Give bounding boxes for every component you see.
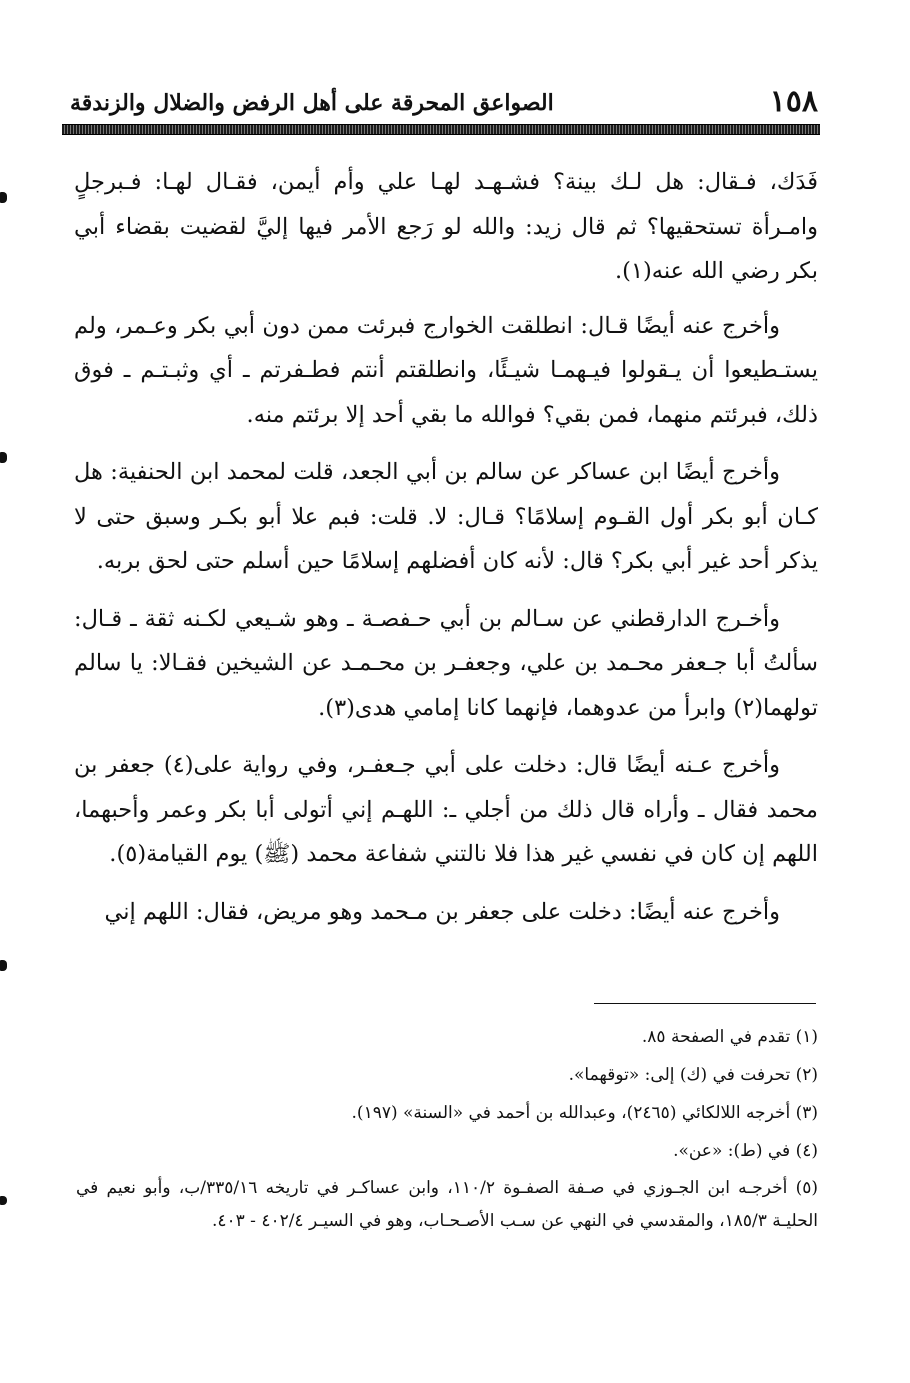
margin-scan-mark bbox=[0, 960, 7, 971]
footnotes bbox=[76, 1020, 818, 1242]
paragraph: وأخرج أيضًا ابن عساكر عن سالم بن أبي الجعد، قلت لمحمد ابن الحنفية: هل كـان أبو بكر أول القـوم إسلامًا؟ قـال: لا. قلت: فبم علا أبو بكـر وسبق حتى لا يذكر أحد غير أبي بكر؟ قال: لأنه كان أفضلهم إسلامًا حين أسلم حتى لحق بربه. bbox=[74, 459, 818, 574]
body-text bbox=[74, 160, 818, 947]
footnote: (٣) أخرجه اللالكائي (٢٤٦٥)، وعبدالله بن أحمد في «السنة» (١٩٧). bbox=[351, 1103, 818, 1123]
footnote: (٤) في (ط): «عن». bbox=[673, 1141, 818, 1161]
margin-scan-mark bbox=[0, 452, 7, 463]
page-number: ١٥٨ bbox=[769, 84, 818, 119]
header-rule bbox=[62, 124, 820, 135]
footnote: (١) تقدم في الصفحة ٨٥. bbox=[641, 1027, 818, 1047]
footnote-rule bbox=[594, 1003, 816, 1004]
paragraph: فَدَك، فـقال: هل لـك بينة؟ فشـهـد لهـا علي وأم أيمن، فقـال لهـا: فـبرجلٍ وامـرأة تستحقيها؟ ثم قال زيد: والله لو رَجع الأمر فيها إليَّ لقضيت بقضاء أبي بكر رضي الله عنه(١). bbox=[74, 169, 818, 284]
footnote: (٥) أخرجـه ابن الجـوزي في صـفة الصفـوة ١١٠/٢، وابن عساكـر في تاريخه ٣٣٥/١٦/ب، وأبو نعيم في الحليـة ١٨٥/٣، والمقدسي في النهي عن سـب الأصـحـاب، وهو في السيـر ٤٠٢/٤ - ٤٠٣. bbox=[76, 1178, 818, 1231]
margin-scan-mark bbox=[0, 192, 7, 203]
running-title: الصواعق المحرقة على أهل الرفض والضلال والزندقة bbox=[70, 90, 554, 116]
margin-scan-mark bbox=[0, 1196, 7, 1205]
paragraph: وأخرج عنه أيضًا قـال: انطلقت الخوارج فبرئت ممن دون أبي بكر وعـمر، ولم يستـطيعوا أن يـقولوا فيـهمـا شيـئًا، وانطلقتم أنتم فطـفرتم ـ أي وثبـتـم ـ فوق ذلك، فبرئتم منهما، فمن بقي؟ فوالله ما بقي أحد إلا برئتم منه. bbox=[74, 312, 818, 428]
paragraph: وأخـرج الدارقطني عن سـالم بن أبي حـفصـة ـ وهو شـيعي لكـنه ثقة ـ قـال: سألتُ أبا جـعفر محـمد بن علي، وجعفـر بن محـمـد عن الشيخين فقـالا: يا سالم تولهما(٢) وابرأ من عدوهما، فإنهما كانا إمامي هدى(٣). bbox=[74, 605, 818, 721]
paragraph: وأخرج عنه أيضًا: دخلت على جعفر بن مـحمد وهو مريض، فقال: اللهم إني bbox=[104, 898, 780, 925]
page-header bbox=[70, 82, 818, 122]
footnote: (٢) تحرفت في (ك) إلى: «توقهما». bbox=[568, 1065, 818, 1085]
paragraph: وأخرج عـنه أيضًا قال: دخلت على أبي جـعفـر، وفي رواية على(٤) جعفر بن محمد فقال ـ وأراه قال ذلك من أجلي ـ: اللهـم إني أتولى أبا بكر وعمر وأحبهما، اللهم إن كان في نفسي غير هذا فلا نالتني شفاعة محمد (ﷺ) يوم القيامة(٥). bbox=[74, 752, 818, 867]
